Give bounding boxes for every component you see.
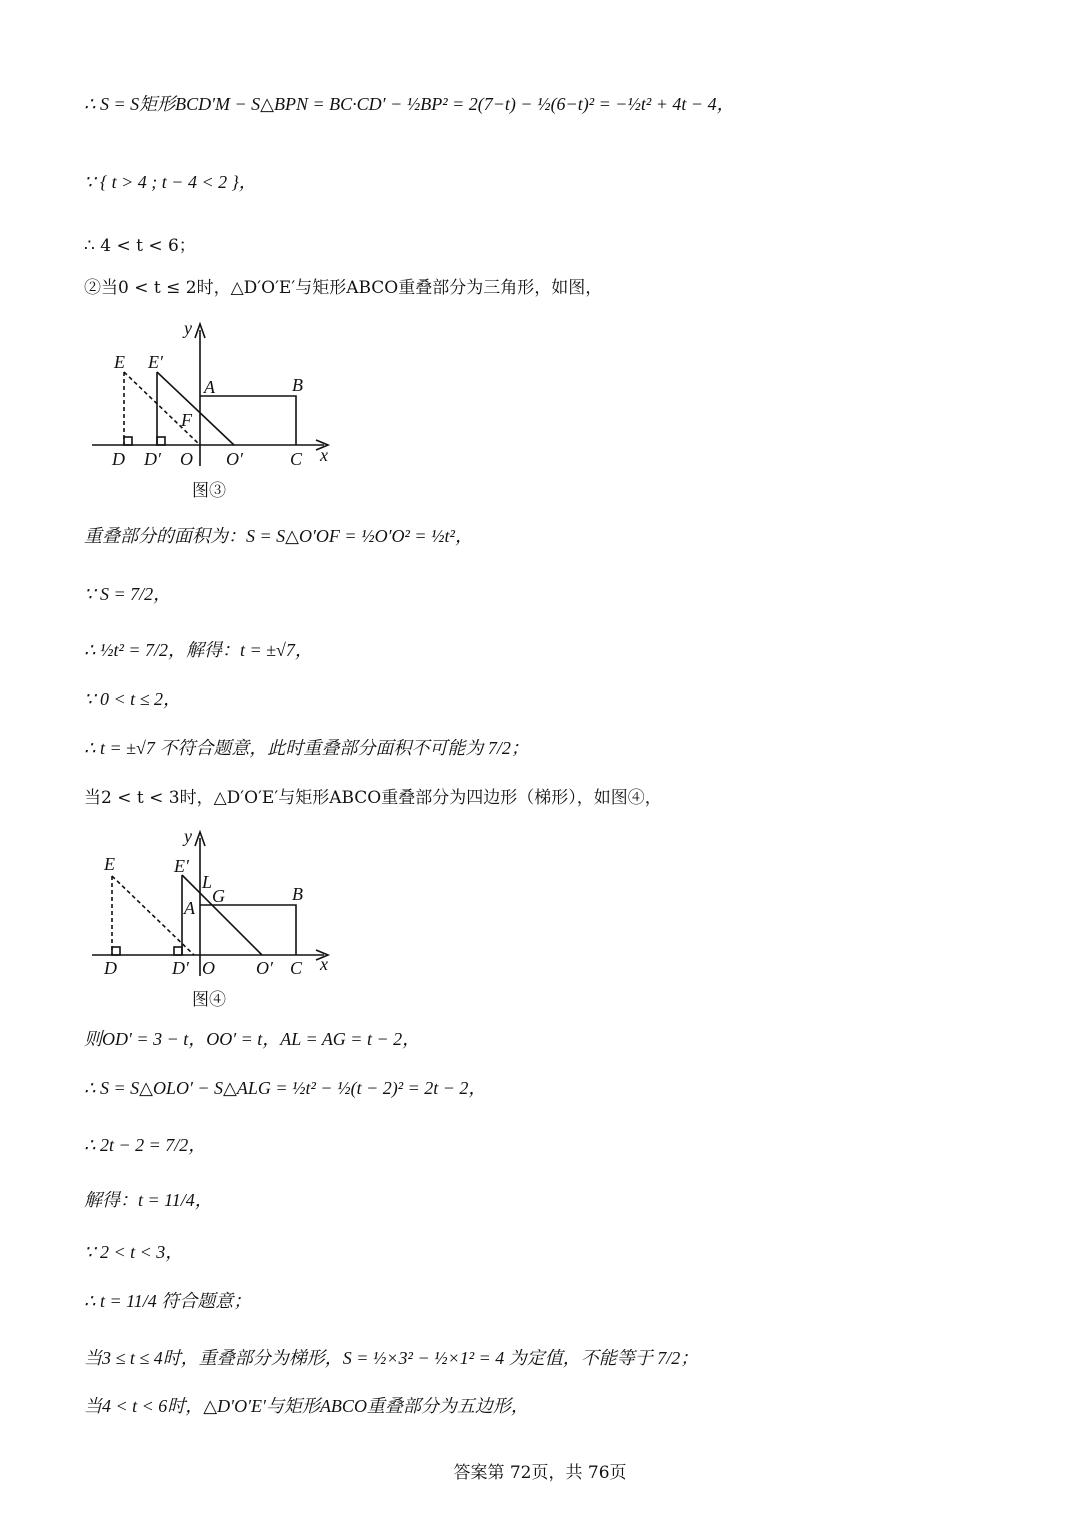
label-x: x <box>320 445 328 465</box>
text-line-17: 当3 ≤ t ≤ 4时，重叠部分为梯形，S = ½×3² − ½×1² = 4 为定值，不能等于 7/2； <box>84 1348 699 1368</box>
label-d-prime: D′ <box>144 449 161 469</box>
hypotenuse-e-prime-o-prime <box>157 372 234 445</box>
text-line-18: 当4 < t < 6时，△D′O′E′与矩形ABCO重叠部分为五边形， <box>84 1396 529 1416</box>
rectangle-abco <box>200 905 296 955</box>
right-angle-d-prime <box>174 947 182 955</box>
label-d-prime: D′ <box>172 958 189 978</box>
label-b: B <box>292 375 303 395</box>
right-angle-d <box>112 947 120 955</box>
label-o: O <box>180 449 193 469</box>
label-o-prime: O′ <box>256 958 273 978</box>
label-b: B <box>292 884 303 904</box>
label-d: D <box>112 449 125 469</box>
label-x: x <box>320 954 328 974</box>
label-y: y <box>184 826 192 846</box>
text-line-11: 则OD′ = 3 − t，OO′ = t，AL = AG = t − 2， <box>84 1029 421 1049</box>
label-e-prime: E′ <box>174 856 189 876</box>
right-angle-d <box>124 437 132 445</box>
label-f: F <box>181 410 192 430</box>
text-line-7: ∴ ½t² = 7/2，解得：t = ±√7， <box>84 640 313 660</box>
text-line-16: ∴ t = 11/4 符合题意； <box>84 1291 252 1311</box>
text-line-13: ∴ 2t − 2 = 7/2， <box>84 1135 207 1155</box>
label-a: A <box>204 377 215 397</box>
label-d: D <box>104 958 117 978</box>
right-angle-d-prime <box>157 437 165 445</box>
label-e-prime: E′ <box>148 352 163 372</box>
label-y: y <box>184 318 192 338</box>
label-l: L <box>202 872 213 892</box>
text-line-15: ∵ 2 < t < 3， <box>84 1242 184 1262</box>
text-line-3: ∴ 4 < t < 6； <box>84 236 196 256</box>
text-line-9: ∴ t = ±√7 不符合题意，此时重叠部分面积不可能为 7/2； <box>84 738 529 758</box>
figure-4 <box>84 826 354 1020</box>
figure-3 <box>84 316 354 510</box>
text-line-8: ∵ 0 < t ≤ 2， <box>84 689 181 709</box>
label-a: A <box>184 898 195 918</box>
label-e: E <box>114 352 125 372</box>
page-footer: 答案第 72页，共 76页 <box>453 1463 627 1483</box>
text-line-10: 当2 < t < 3时，△D′O′E′与矩形ABCO重叠部分为四边形（梯形），如图④， <box>84 788 662 808</box>
label-o-prime: O′ <box>226 449 243 469</box>
text-line-1: ∴ S = S矩形BCD′M − S△BPN = BC·CD′ − ½BP² = 2(7−t) − ½(6−t)² = −½t² + 4t − 4， <box>84 94 735 114</box>
text-line-4: ②当0 < t ≤ 2时，△D′O′E′与矩形ABCO重叠部分为三角形，如图， <box>84 278 603 298</box>
label-o: O <box>202 958 215 978</box>
rectangle-abco <box>200 396 296 445</box>
text-line-14: 解得：t = 11/4， <box>84 1190 213 1210</box>
label-c: C <box>290 449 303 469</box>
figure-4-diagram <box>84 826 354 1016</box>
text-line-12: ∴ S = S△OLO′ − S△ALG = ½t² − ½(t − 2)² = 2t − 2， <box>84 1078 487 1098</box>
dashed-hypotenuse-eo <box>124 372 200 445</box>
label-c: C <box>290 958 303 978</box>
text-line-5: 重叠部分的面积为：S = S△O′OF = ½O′O² = ½t²， <box>84 526 473 546</box>
label-e: E <box>104 854 115 874</box>
text-line-2: ∵ { t > 4 ; t − 4 < 2 }， <box>84 172 257 192</box>
label-g: G <box>212 886 225 906</box>
text-line-6: ∵ S = 7/2， <box>84 584 172 604</box>
figure-3-caption: 图③ <box>192 481 226 500</box>
figure-3-diagram <box>84 316 354 506</box>
figure-4-caption: 图④ <box>192 990 226 1009</box>
